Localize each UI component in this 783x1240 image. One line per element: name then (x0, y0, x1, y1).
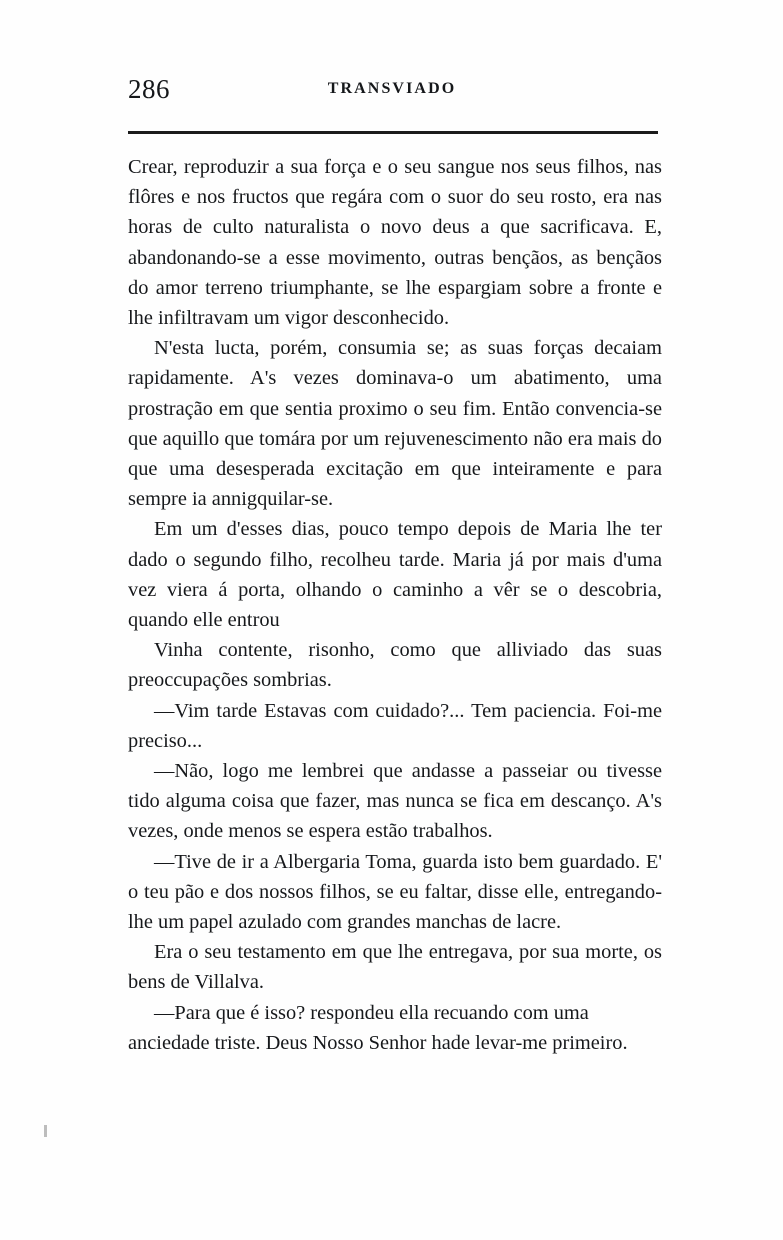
body-text (128, 152, 662, 1058)
paragraph: Em um d'esses dias, pouco tempo depois de Maria lhe ter dado o segundo filho, recolheu tarde. Maria já por mais d'uma vez viera á porta, olhando o caminho a vêr se o descobria, quando elle entrou (128, 518, 662, 632)
paragraph: —Tive de ir a Albergaria Toma, guarda isto bem guardado. E' o teu pão e dos nossos filhos, se eu faltar, disse elle, entregando-lhe um papel azulado com grandes manchas de lacre. (128, 850, 662, 934)
paragraph: N'esta lucta, porém, consumia se; as suas forças decaiam rapidamente. A's vezes dominava-o um abatimento, uma prostração em que sentia proximo o seu fim. Então convencia-se que aquillo que tomára por um rejuvenescimento não era mais do que uma desesperada excitação em que inteiramente e para sempre ia annigquilar-se. (128, 337, 662, 511)
header-rule (128, 131, 658, 134)
running-head: TRANSVIADO (327, 80, 457, 97)
page-edge-mark (44, 1125, 47, 1137)
paragraph: Era o seu testamento em que lhe entregava, por sua morte, os bens de Villalva. (128, 941, 662, 994)
page-header (128, 74, 656, 104)
paragraph: Crear, reproduzir a sua força e o seu sangue nos seus filhos, nas flôres e nos fructos que regára com o suor do seu rosto, era nas horas de culto naturalista o novo deus a que sacrificava. E, abandonando-se a esse movimento, outras bençãos, as bençãos do amor terreno triumphante, se lhe espargiam sobre a fronte e lhe infiltravam um vigor desconhecido. (128, 156, 662, 330)
paragraph: —Para que é isso? respondeu ella recuando com uma anciedade triste. Deus Nosso Senhor hade levar-me primeiro. (128, 1001, 628, 1054)
paragraph: —Vim tarde Estavas com cuidado?... Tem paciencia. Foi-me preciso... (128, 699, 662, 752)
paragraph: —Não, logo me lembrei que andasse a passeiar ou tivesse tido alguma coisa que fazer, mas nunca se fica em descanço. A's vezes, onde menos se espera estão trabalhos. (128, 760, 662, 843)
page-number: 286 (128, 74, 170, 104)
paragraph: Vinha contente, risonho, como que alliviado das suas preoccupações sombrias. (128, 639, 662, 692)
